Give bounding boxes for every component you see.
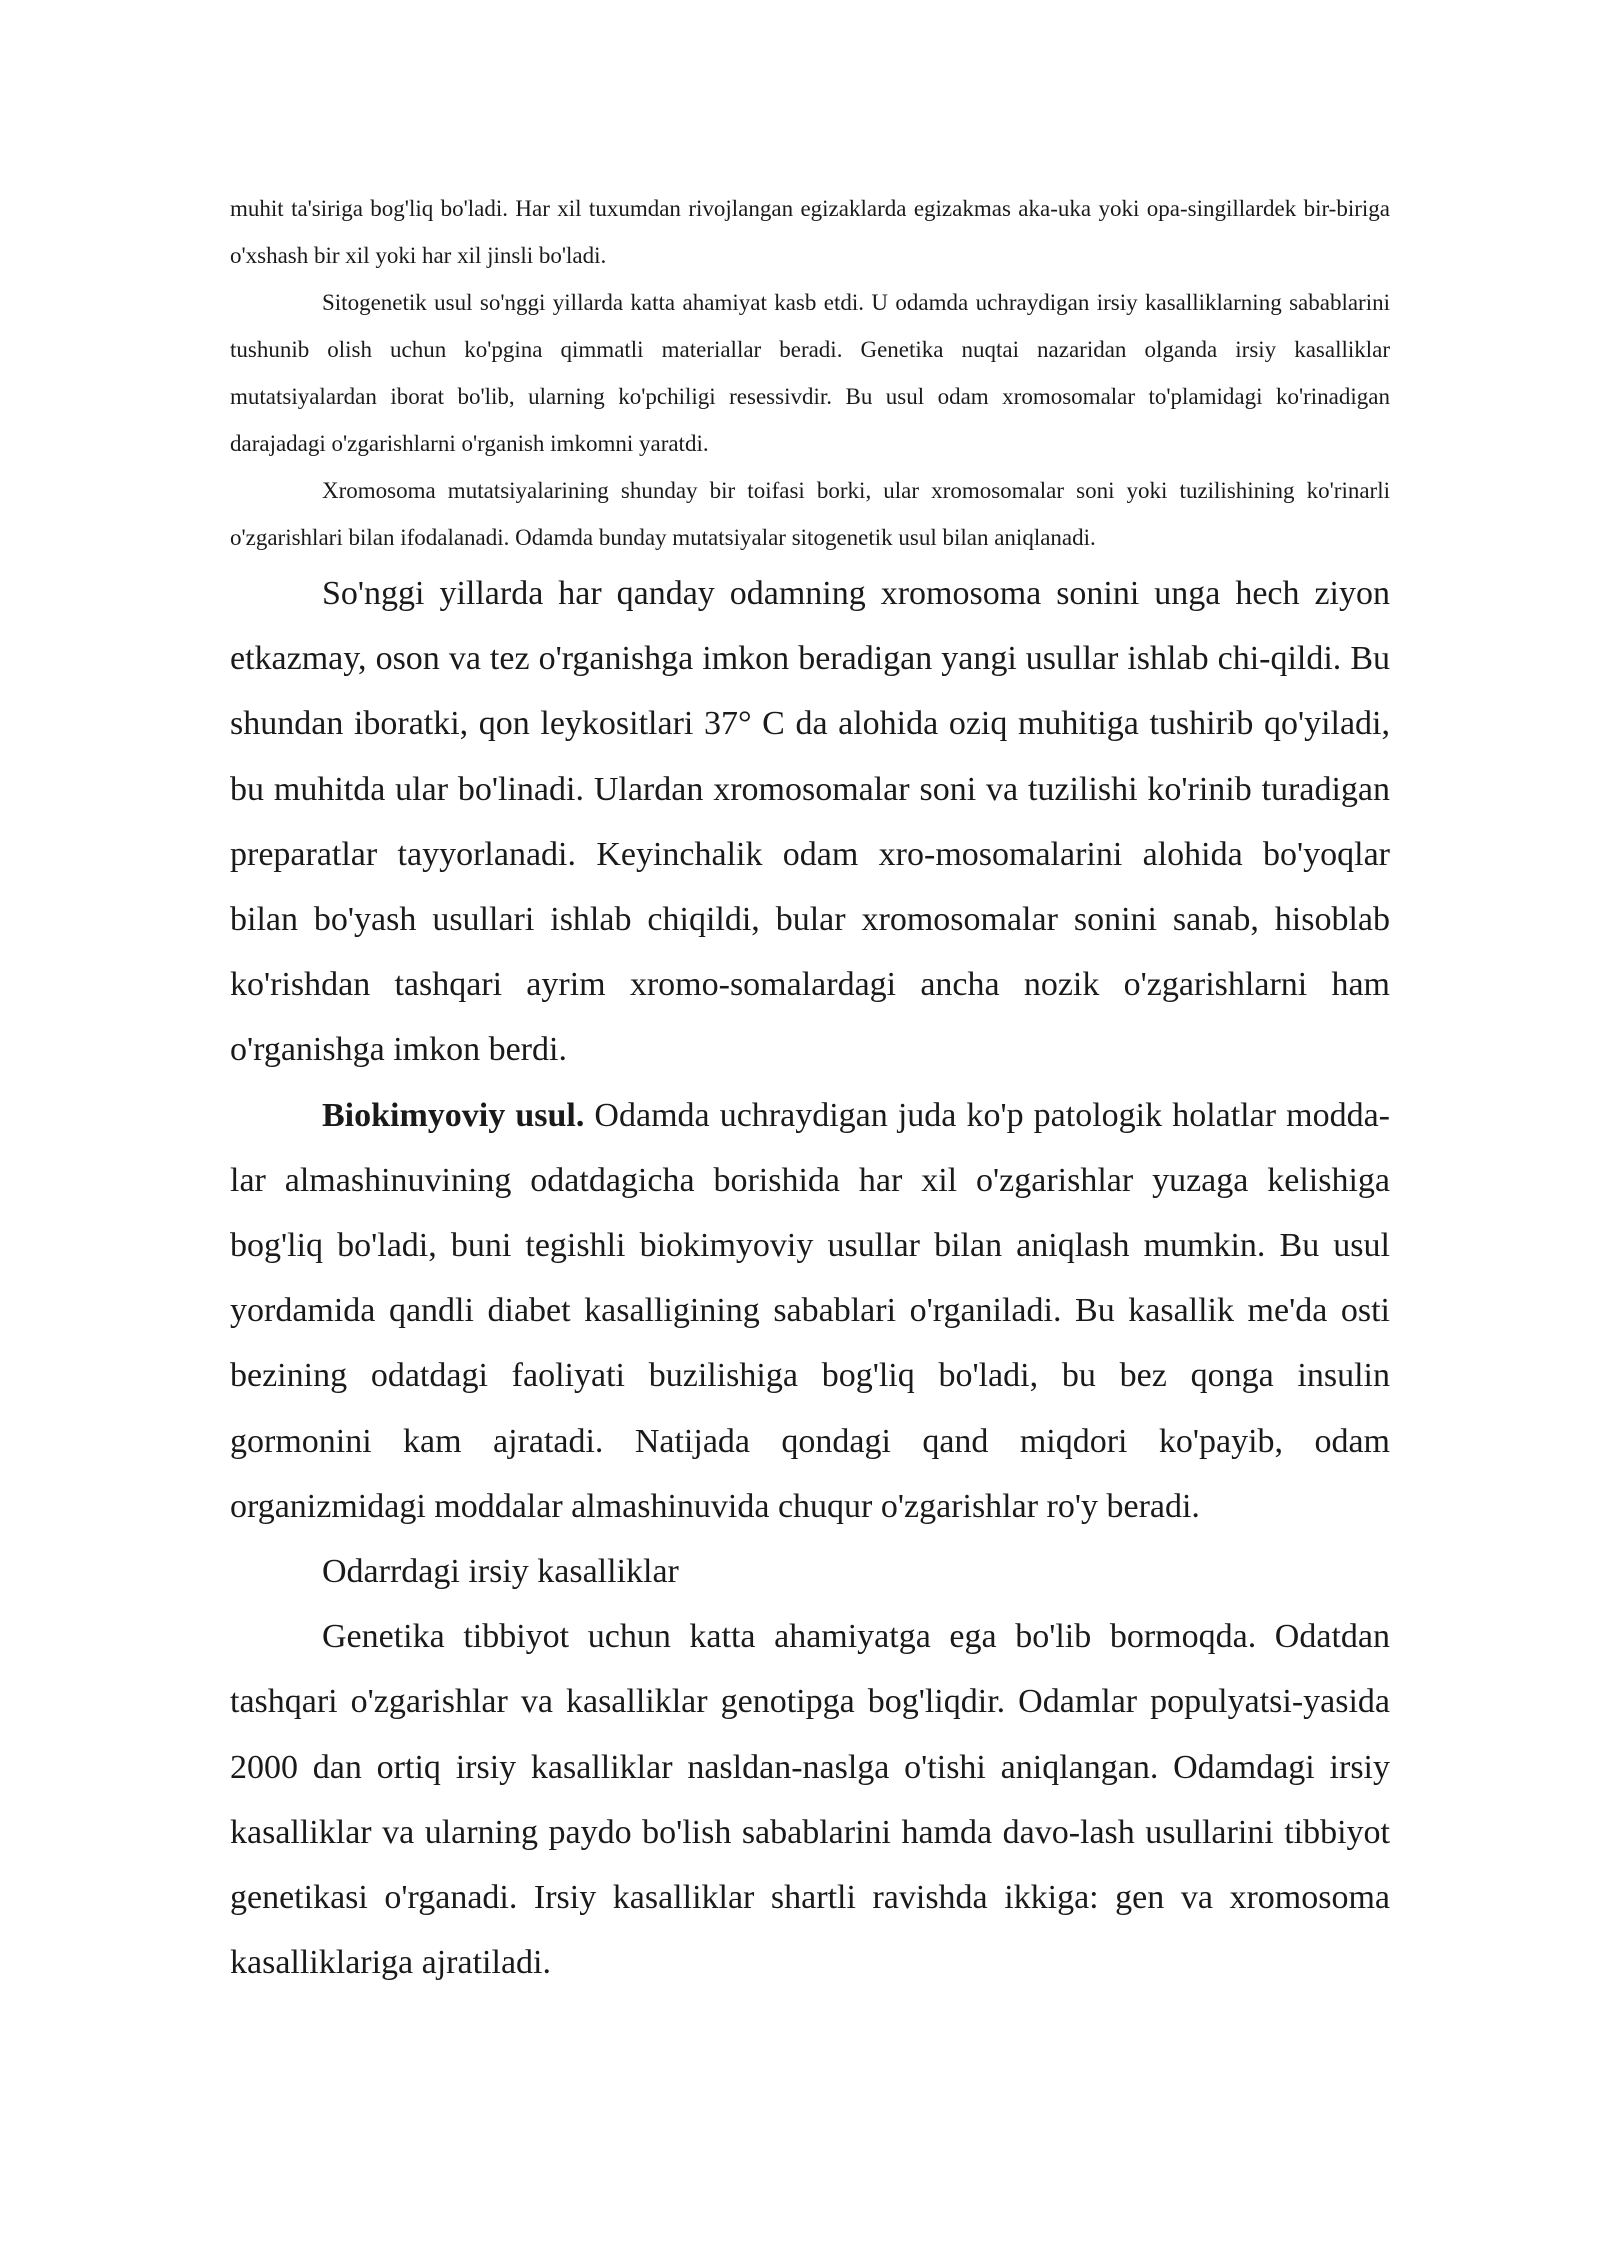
- biochemical-method-text: Odamda uchraydigan juda ko'p patologik holatlar modda-lar almashinuvining odatdagicha borishida har xil o'zgarishlar yuzaga kelishiga bog'liq bo'ladi, buni tegishli biokimyoviy usullar bilan aniqlash mumkin. Bu usul yordamida qandli diabet kasalligining sabablari o'rganiladi. Bu kasallik me'da osti bezining odatdagi faoliyati buzilishiga bog'liq bo'ladi, bu bez qonga insulin gormonini kam ajratadi. Natijada qondagi qand miqdori ko'payib, odam organizmidagi moddalar almashinuvida chuqur o'zgarishlar ro'y beradi.: [230, 1096, 1390, 1525]
- paragraph-biochemical-method: [230, 1083, 1390, 1539]
- paragraph-twins-continuation: muhit ta'siriga bog'liq bo'ladi. Har xil tuxumdan rivojlangan egizaklarda egizakmas aka-uka yoki opa-singillardek bir-biriga o'xshash bir xil yoki har xil jinsli bo'ladi.: [230, 196, 1390, 268]
- paragraph-cytogenetic-method: Sitogenetik usul so'nggi yillarda katta ahamiyat kasb etdi. U odamda uchraydigan irsiy kasalliklarning sabablarini tushunib olish uchun ko'pgina qimmatli materiallar beradi. Genetika nuqtai nazaridan olganda irsiy kasalliklar mutatsiyalardan iborat bo'lib, ularning ko'pchiligi resessivdir. Bu usul odam xromosomalar to'plamidagi ko'rinadigan darajadagi o'zgarishlarni o'rganish imkomni yaratdi.: [230, 290, 1390, 456]
- paragraph-new-methods: So'nggi yillarda har qanday odamning xromosoma sonini unga hech ziyon etkazmay, oson va tez o'rganishga imkon beradigan yangi usullar ishlab chi-qildi. Bu shundan iboratki, qon leykositlari 37° C da alohida oziq muhitiga tushirib qo'yiladi, bu muhitda ular bo'linadi. Ulardan xromosomalar soni va tuzilishi ko'rinib turadigan preparatlar tayyorlanadi. Keyinchalik odam xro-mosomalarini alohida bo'yoqlar bilan bo'yash usullari ishlab chiqildi, bular xromosomalar sonini sanab, hisoblab ko'rishdan tashqari ayrim xromo-somalardagi ancha nozik o'zgarishlarni ham o'rganishga imkon berdi.: [230, 575, 1390, 1069]
- paragraph-genetics-medicine: Genetika tibbiyot uchun katta ahamiyatga ega bo'lib bormoqda. Odatdan tashqari o'zgarishlar va kasalliklar genotipga bog'liqdir. Odamlar populyatsi-yasida 2000 dan ortiq irsiy kasalliklar nasldan-naslga o'tishi aniqlangan. Odamdagi irsiy kasalliklar va ularning paydo bo'lish sabablarini hamda davo-lash usullarini tibbiyot genetikasi o'rganadi. Irsiy kasalliklar shartli ravishda ikkiga: gen va xromosoma kasalliklariga ajratiladi.: [230, 1618, 1390, 1982]
- section-heading-hereditary-diseases: Odarrdagi irsiy kasalliklar: [322, 1553, 679, 1591]
- paragraph-chromosome-mutations: Xromosoma mutatsiyalarining shunday bir toifasi borki, ular xromosomalar soni yoki tuzilishining ko'rinarli o'zgarishlari bilan ifodalanadi. Odamda bunday mutatsiyalar sitogenetik usul bilan aniqlanadi.: [230, 478, 1390, 550]
- document-page: [230, 185, 1390, 1995]
- biochemical-method-heading: Biokimyoviy usul.: [322, 1096, 585, 1134]
